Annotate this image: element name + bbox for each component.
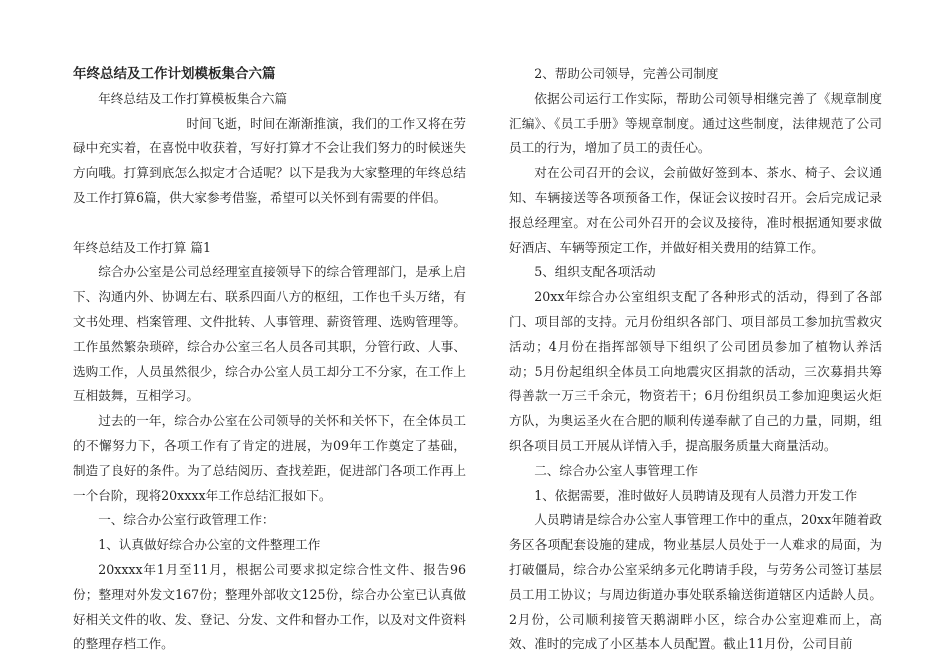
document-subtitle: 年终总结及工作打算模板集合六篇 — [98, 90, 288, 106]
left-column — [73, 62, 466, 657]
right-column — [509, 62, 882, 657]
subsection-heading: 2、帮助公司领导，完善公司制度 — [534, 66, 719, 81]
section-heading: 年终总结及工作打算 篇1 — [73, 239, 211, 255]
body-paragraph: 过去的一年，综合办公室在公司领导的关怀和关怀下，在全体员工的不懈努力下，各项工作有了肯定的进展，为09年工作奠定了基础，制造了良好的条件。为了总结阅历、查找差距，促进部门各项工作再上一个台阶，现将20xxxx年工作总结汇报如下。 — [73, 413, 466, 503]
document-title: 年终总结及工作计划模板集合六篇 — [73, 66, 276, 82]
subsection-heading: 一、综合办公室行政管理工作： — [98, 512, 275, 528]
body-paragraph: 20xxxx年1月至11月，根据公司要求拟定综合性文件、报告96份；整理对外发文167份；整理外部收文125份，综合办公室已认真做好相关文件的收、发、登记、分发、文件和督办工作，以及对文件资料的整理存档工作。 — [73, 561, 466, 652]
body-paragraph: 对在公司召开的会议，会前做好签到本、茶水、椅子、会议通知、车辆接送等各项预备工作，保证会议按时召开。会后完成记录报总经理室。对在公司外召开的会议及接待，准时根据通知要求做好酒店、车辆等预定工作，并做好相关费用的结算工作。 — [509, 165, 882, 255]
subsection-heading: 1、认真做好综合办公室的文件整理工作 — [98, 537, 321, 553]
body-paragraph: 人员聘请是综合办公室人事管理工作中的重点，20xx年随着政务区各项配套设施的建成，物业基层人员处于一人难求的局面，为打破僵局，综合办公室采纳多元化聘请手段，与劳务公司签订基层员工用工协议；与周边街道办事处联系输送街道辖区内适龄人员。2月份，公司顺利接管天鹅湖畔小区，综合办公室迎难而上，高效、准时的完成了小区基本人员配置。截止11月份，公司目前 — [509, 512, 882, 652]
subsection-heading: 二、综合办公室人事管理工作 — [534, 462, 698, 478]
body-paragraph: 依据公司运行工作实际，帮助公司领导相继完善了《规章制度汇编》、《员工手册》等规章制度。通过这些制度，法律规范了公司员工的行为，增加了员工的责任心。 — [509, 90, 882, 156]
subsection-heading: 5、组织支配各项活动 — [534, 264, 656, 280]
body-paragraph: 20xx年综合办公室组织支配了各种形式的活动，得到了各部门、项目部的支持。元月份组织各部门、项目部员工参加抗雪救灾活动；4月份在指挥部领导下组织了公司团员参加了植物认养活动；5月份起组织全体员工向地震灾区捐款的活动，三次募捐共筹得善款一万三千余元，物资若干；6月份组织员工参加迎奥运火炬方队，为奥运圣火在合肥的顺利传递奉献了自己的力量，同期，组织各项目员工开展从详情入手，提高服务质量大商量活动。 — [509, 289, 882, 453]
intro-paragraph: 时间飞逝，时间在渐渐推演，我们的工作又将在劳碌中充实着，在喜悦中收获着，写好打算才不会让我们努力的时候迷失方向哦。打算到底怎么拟定才合适呢？以下是我为大家整理的年终总结及工作打算6篇，供大家参考借鉴，希望可以关怀到有需要的伴侣。 — [73, 115, 466, 205]
body-paragraph: 综合办公室是公司总经理室直接领导下的综合管理部门，是承上启下、沟通内外、协调左右、联系四面八方的枢纽，工作也千头万绪，有文书处理、档案管理、文件批转、人事管理、薪资管理、选购管理等。工作虽然繁杂琐碎，综合办公室三名人员各司其职，分管行政、人事、选购工作，人员虽然很少，综合办公室人员工却分工不分家，在工作上互相鼓舞，互相学习。 — [73, 264, 466, 404]
subsection-heading: 1、依据需要，准时做好人员聘请及现有人员潜力开发工作 — [534, 487, 858, 503]
spacer — [73, 211, 466, 236]
